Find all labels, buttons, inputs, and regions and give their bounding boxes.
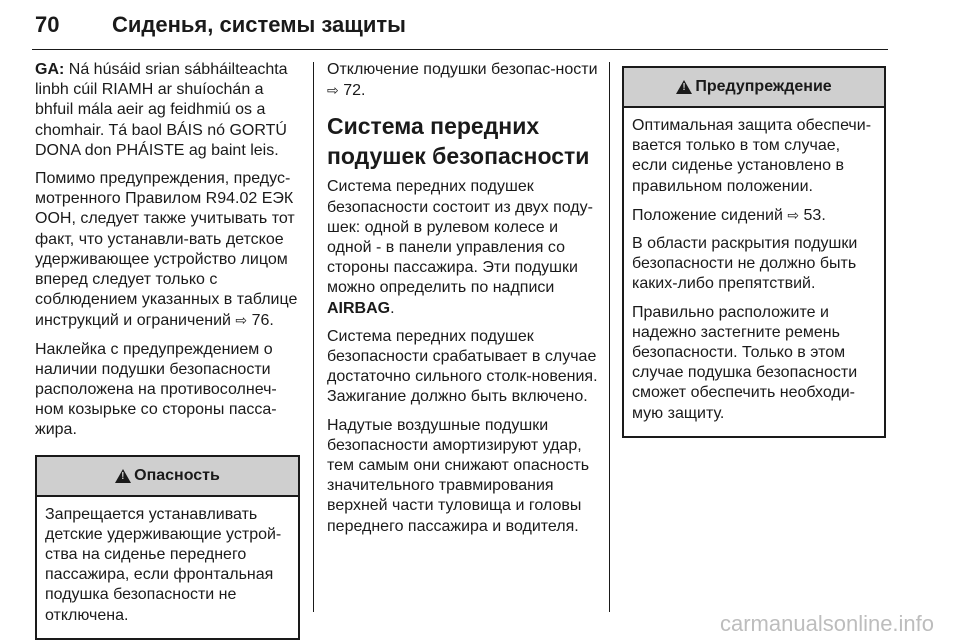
section-heading: Система передних подушек безопасности <box>327 113 590 170</box>
irish-warning-paragraph <box>35 60 300 161</box>
danger-box <box>35 455 300 640</box>
warning-paragraph-3: В области раскрытия подушки безопасности не должно быть каких-либо препятствий. <box>632 235 858 293</box>
warning-triangle-icon <box>115 469 131 483</box>
seat-position-text: Положение сидений <box>632 206 783 224</box>
column-divider-2 <box>609 62 610 612</box>
column-3 <box>622 60 886 438</box>
warning-paragraph-1: Оптимальная защита обеспечи-вается только в том случае, если сиденье установлено в правильном положении. <box>632 117 872 195</box>
sticker-paragraph: Наклейка с предупреждением о наличии подушки безопасности расположена на противосолнеч-ном козырьке со стороны пасса-жира. <box>35 340 277 439</box>
danger-title: Опасность <box>134 466 220 484</box>
header-rule <box>32 49 888 50</box>
regulation-paragraph <box>35 169 300 332</box>
column-2 <box>327 60 602 545</box>
airbag-label: AIRBAG <box>327 299 391 317</box>
reference-arrow-icon: ⇨ <box>327 82 339 99</box>
warning-paragraph-4: Правильно расположите и надежно застегните ремень безопасности. Только в этом случае подушка безопасности сможет обеспечить необходи-мую защиту. <box>632 303 858 422</box>
warning-title: Предупреждение <box>695 77 832 95</box>
danger-box-body <box>37 497 298 638</box>
airbag-off-text: Отключение подушки безопас-ности <box>327 61 598 78</box>
page-reference[interactable] <box>235 312 273 329</box>
language-code: GA: <box>35 61 65 78</box>
irish-warning-text: Ná húsáid srian sábháilteachta linbh cúil RIAMH ar shuíochán a bhfuil mála aeir ag feidhmiú os a chomhair. Tá baol BÁIS nó GORTÚ DONA don PHÁISTE ag baint leis. <box>35 61 288 159</box>
warning-box <box>622 66 886 438</box>
page-number: 70 <box>35 12 60 37</box>
airbag-off-paragraph <box>327 60 602 101</box>
page-reference[interactable] <box>327 82 365 99</box>
regulation-text: Помимо предупреждения, предус-мотренного Правилом R94.02 ЕЭК ООН, следует также учитывать тот факт, что устанавли-вать детское удерживающее устройство лицом вперед следует только с соблюдением указанных в таблице инструкций и ограничений <box>35 170 298 330</box>
warning-paragraph-2 <box>632 205 876 226</box>
page-reference-number: 53. <box>803 206 826 224</box>
danger-box-header <box>37 457 298 497</box>
reference-arrow-icon: ⇨ <box>787 206 800 223</box>
reference-arrow-icon: ⇨ <box>235 312 248 329</box>
column-1 <box>35 60 300 640</box>
system-paragraph <box>327 177 602 318</box>
danger-text: Запрещается устанавливать детские удерживающие устрой-ства на сиденье переднего пассажира, если фронтальная подушка безопасности не отключена. <box>45 505 282 624</box>
sentence-end: . <box>390 299 395 317</box>
warning-triangle-icon <box>676 80 692 94</box>
page-reference[interactable] <box>787 207 825 224</box>
warning-box-header <box>624 68 884 108</box>
trigger-paragraph: Система передних подушек безопасности срабатывает в случае достаточно сильного столк-новения. Зажигание должно быть включено. <box>327 327 598 406</box>
page-header <box>32 8 888 50</box>
page-reference-number: 72. <box>343 82 366 100</box>
watermark: carmanualsonline.info <box>720 611 935 636</box>
page-title: Сиденья, системы защиты <box>112 12 406 37</box>
page-reference-number: 76. <box>251 312 274 330</box>
column-divider-1 <box>313 62 314 612</box>
warning-box-body <box>624 108 884 436</box>
system-text: Система передних подушек безопасности состоит из двух поду-шек: одной в рулевом колесе и одной - в панели управления со стороны пассажира. Эти подушки можно определить по надписи <box>327 178 593 297</box>
protection-paragraph: Надутые воздушные подушки безопасности амортизируют удар, тем самым они снижают опасность значительного травмирования верхней части туловища и головы переднего пассажира и водителя. <box>327 416 590 535</box>
